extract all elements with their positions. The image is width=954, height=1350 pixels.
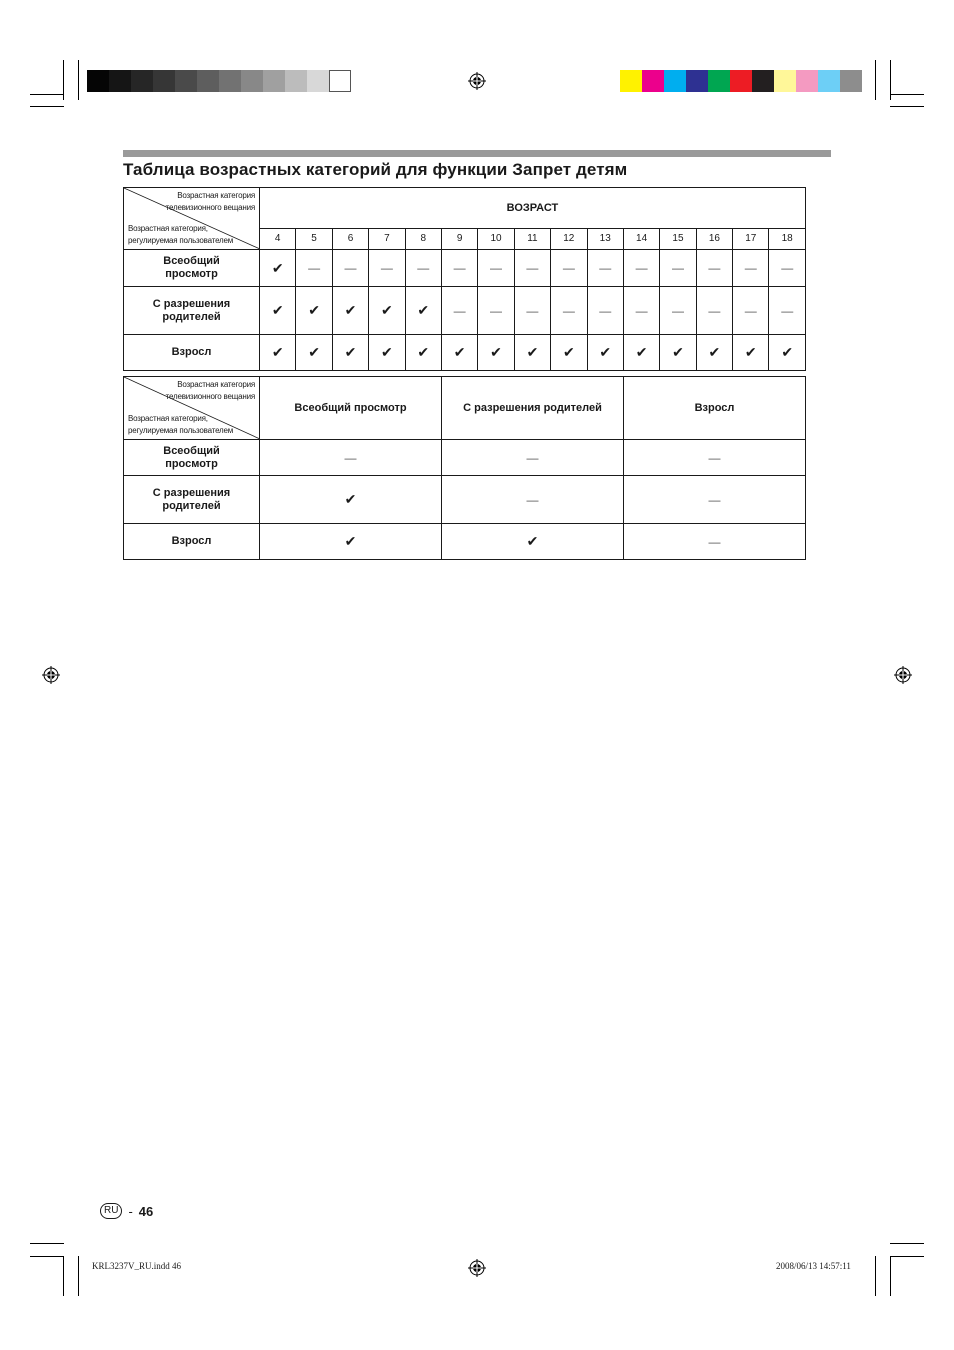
table-row: [124, 250, 806, 287]
corner-bottom-line: регулируемая пользователем: [128, 236, 234, 245]
corner-top-line: Возрастная категория: [177, 191, 255, 200]
page-number-value: 46: [138, 1203, 154, 1219]
dash-cell: —: [514, 250, 550, 287]
check-mark-icon: ✔: [733, 335, 769, 371]
check-mark-icon: ✔: [551, 335, 587, 371]
age-column-header: 17: [733, 228, 769, 249]
check-mark-icon: ✔: [260, 335, 296, 371]
check-mark-icon: ✔: [660, 335, 696, 371]
page-title: Таблица возрастных категорий для функции Запрет детям: [123, 160, 628, 179]
check-mark-icon: ✔: [369, 335, 405, 371]
table-corner-cell: [124, 377, 260, 440]
corner-bottom-line: регулируемая пользователем: [128, 426, 234, 435]
age-column-header: 15: [660, 228, 696, 249]
table-row: [124, 476, 806, 524]
dash-cell: —: [442, 440, 624, 476]
color-swatch: [730, 70, 752, 92]
section-rule: [123, 150, 831, 157]
dash-cell: —: [551, 287, 587, 335]
registration-mark-icon: [42, 666, 60, 684]
check-mark-icon: ✔: [296, 335, 332, 371]
color-swatch: [796, 70, 818, 92]
check-mark-icon: ✔: [514, 335, 550, 371]
dash-cell: —: [332, 250, 368, 287]
dash-cell: —: [624, 524, 806, 560]
corner-bottom-line: Возрастная категория,: [128, 224, 208, 233]
dash-cell: —: [769, 250, 805, 287]
age-column-header: 16: [696, 228, 732, 249]
crop-mark: [875, 1256, 876, 1296]
gray-swatch: [285, 70, 307, 92]
crop-mark: [30, 94, 64, 95]
color-swatch: [620, 70, 642, 92]
color-bar: [620, 70, 862, 92]
table-row: [124, 287, 806, 335]
check-mark-icon: ✔: [441, 335, 477, 371]
gray-swatch: [241, 70, 263, 92]
check-mark-icon: ✔: [369, 287, 405, 335]
check-mark-icon: ✔: [442, 524, 624, 560]
dash-cell: —: [478, 250, 514, 287]
gray-swatch: [307, 70, 329, 92]
age-column-header: 12: [551, 228, 587, 249]
dash-cell: —: [441, 287, 477, 335]
dash-cell: —: [769, 287, 805, 335]
dash-cell: —: [587, 287, 623, 335]
crop-mark: [890, 94, 924, 95]
check-mark-icon: ✔: [260, 250, 296, 287]
check-mark-icon: ✔: [696, 335, 732, 371]
crop-mark: [890, 1256, 924, 1257]
crop-mark: [890, 1243, 924, 1244]
table-row: [124, 335, 806, 371]
crop-mark: [30, 1243, 64, 1244]
color-swatch: [818, 70, 840, 92]
age-column-header: 4: [260, 228, 296, 249]
table-corner-cell: [124, 188, 260, 250]
dash-cell: —: [369, 250, 405, 287]
category-column-header: Взросл: [624, 377, 806, 440]
row-label: Всеобщий просмотр: [124, 250, 260, 287]
age-column-header: 6: [332, 228, 368, 249]
category-table: [123, 376, 806, 560]
dash-cell: —: [587, 250, 623, 287]
check-mark-icon: ✔: [260, 524, 442, 560]
color-swatch: [708, 70, 730, 92]
color-swatch: [774, 70, 796, 92]
color-swatch: [642, 70, 664, 92]
dash-cell: —: [405, 250, 441, 287]
page-separator: -: [128, 1203, 133, 1219]
color-swatch: [686, 70, 708, 92]
registration-mark-icon: [468, 72, 486, 90]
check-mark-icon: ✔: [769, 335, 805, 371]
crop-mark: [890, 1256, 891, 1296]
category-column-header: Всеобщий просмотр: [260, 377, 442, 440]
age-column-header: 10: [478, 228, 514, 249]
dash-cell: —: [260, 440, 442, 476]
check-mark-icon: ✔: [405, 335, 441, 371]
age-column-header: 5: [296, 228, 332, 249]
check-mark-icon: ✔: [296, 287, 332, 335]
crop-mark: [30, 106, 64, 107]
check-mark-icon: ✔: [587, 335, 623, 371]
dash-cell: —: [696, 287, 732, 335]
table-row: [124, 440, 806, 476]
row-label: С разрешения родителей: [124, 476, 260, 524]
dash-cell: —: [733, 250, 769, 287]
age-column-header: 18: [769, 228, 805, 249]
dash-cell: —: [623, 250, 659, 287]
dash-cell: —: [696, 250, 732, 287]
color-swatch: [664, 70, 686, 92]
dash-cell: —: [624, 476, 806, 524]
age-header: ВОЗРАСТ: [260, 188, 806, 229]
gray-swatch: [87, 70, 109, 92]
check-mark-icon: ✔: [478, 335, 514, 371]
age-rating-table: [123, 187, 806, 371]
gray-swatch: [131, 70, 153, 92]
dash-cell: —: [551, 250, 587, 287]
gray-swatch: [197, 70, 219, 92]
row-label: С разрешения родителей: [124, 287, 260, 335]
dash-cell: —: [514, 287, 550, 335]
row-label: Взросл: [124, 524, 260, 560]
footer-timestamp: 2008/06/13 14:57:11: [776, 1261, 851, 1271]
dash-cell: —: [623, 287, 659, 335]
corner-top-line: Возрастная категория: [177, 380, 255, 389]
age-column-header: 11: [514, 228, 550, 249]
registration-mark-icon: [894, 666, 912, 684]
gray-swatch: [329, 70, 351, 92]
dash-cell: —: [660, 250, 696, 287]
table-row: [124, 524, 806, 560]
dash-cell: —: [660, 287, 696, 335]
crop-mark: [890, 106, 924, 107]
corner-bottom-line: Возрастная категория,: [128, 414, 208, 423]
corner-top-line: телевизионного вещания: [165, 203, 255, 212]
row-label: Взросл: [124, 335, 260, 371]
crop-mark: [78, 60, 79, 100]
check-mark-icon: ✔: [623, 335, 659, 371]
check-mark-icon: ✔: [260, 476, 442, 524]
crop-mark: [30, 1256, 64, 1257]
crop-mark: [78, 1256, 79, 1296]
page-number: [100, 1203, 153, 1219]
row-label: Всеобщий просмотр: [124, 440, 260, 476]
dash-cell: —: [624, 440, 806, 476]
crop-mark: [875, 60, 876, 100]
crop-mark: [63, 1256, 64, 1296]
footer-file-info: KRL3237V_RU.indd 46: [92, 1261, 182, 1271]
dash-cell: —: [296, 250, 332, 287]
grayscale-bar: [87, 70, 351, 92]
category-column-header: С разрешения родителей: [442, 377, 624, 440]
language-badge: RU: [100, 1203, 122, 1219]
age-column-header: 8: [405, 228, 441, 249]
dash-cell: —: [442, 476, 624, 524]
gray-swatch: [263, 70, 285, 92]
check-mark-icon: ✔: [332, 287, 368, 335]
gray-swatch: [175, 70, 197, 92]
age-column-header: 9: [441, 228, 477, 249]
age-column-header: 14: [623, 228, 659, 249]
gray-swatch: [153, 70, 175, 92]
dash-cell: —: [441, 250, 477, 287]
age-column-header: 7: [369, 228, 405, 249]
registration-mark-icon: [468, 1259, 486, 1277]
gray-swatch: [219, 70, 241, 92]
gray-swatch: [109, 70, 131, 92]
color-swatch: [752, 70, 774, 92]
color-swatch: [840, 70, 862, 92]
dash-cell: —: [733, 287, 769, 335]
corner-top-line: телевизионного вещания: [165, 392, 255, 401]
check-mark-icon: ✔: [332, 335, 368, 371]
dash-cell: —: [478, 287, 514, 335]
age-column-header: 13: [587, 228, 623, 249]
check-mark-icon: ✔: [260, 287, 296, 335]
check-mark-icon: ✔: [405, 287, 441, 335]
